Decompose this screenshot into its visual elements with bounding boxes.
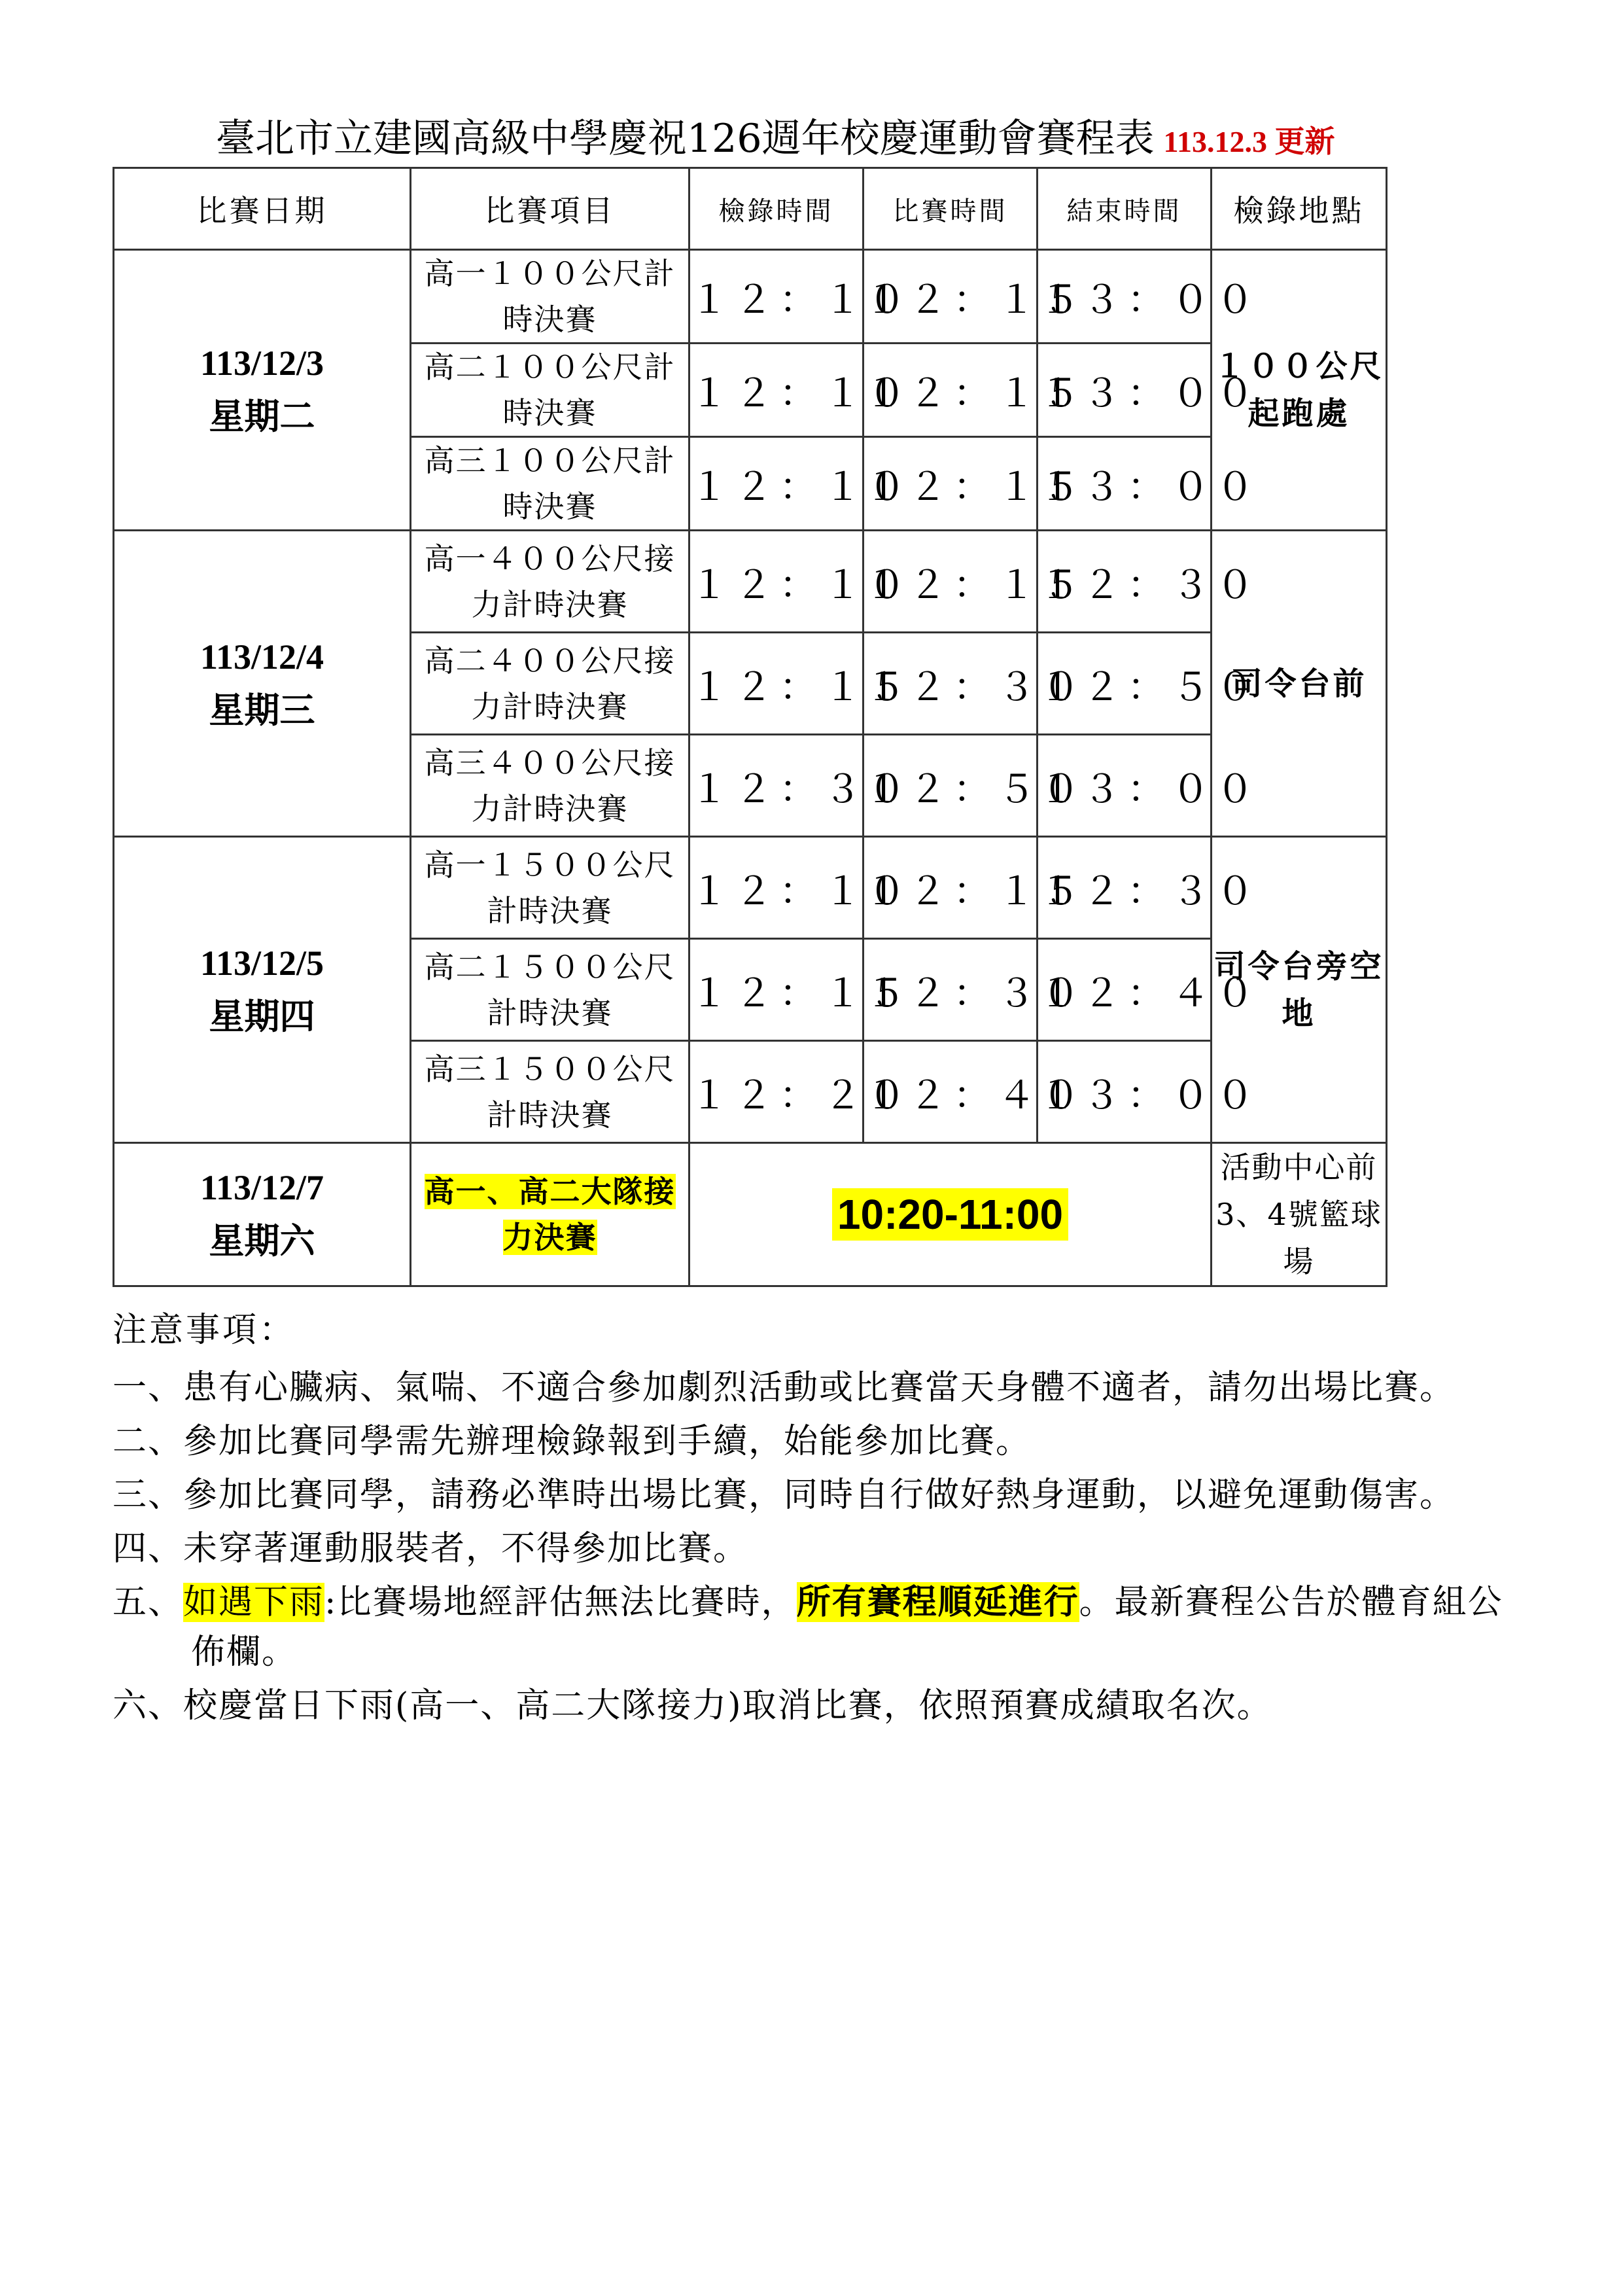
checkin-time: １２：１０	[689, 837, 864, 939]
date: 113/12/7	[200, 1168, 324, 1207]
final-time: 10:20-11:00	[832, 1188, 1068, 1241]
event-cell: 高二１５００公尺計時決賽	[411, 939, 689, 1041]
note-item: 六、校慶當日下雨(高一、高二大隊接力)取消比賽，依照預賽成績取名次。	[113, 1686, 1272, 1725]
event-cell: 高三１００公尺計時決賽	[411, 437, 689, 531]
table-row	[114, 531, 1387, 633]
event-cell: 高三１５００公尺計時決賽	[411, 1041, 689, 1143]
header-end: 結束時間	[1038, 168, 1212, 250]
date: 113/12/5	[200, 943, 324, 983]
start-time: １２：１５	[864, 344, 1038, 437]
end-time: １３：００	[1038, 1041, 1212, 1143]
header-event: 比賽項目	[411, 168, 689, 250]
start-time: １２：１５	[864, 250, 1038, 344]
checkin-time: １２：１０	[689, 344, 864, 437]
header-date: 比賽日期	[114, 168, 411, 250]
date-cell	[114, 837, 411, 1143]
event-cell: 高二４００公尺接力計時決賽	[411, 633, 689, 735]
date-cell	[114, 1143, 411, 1286]
date: 113/12/4	[200, 637, 324, 677]
location-cell: 活動中心前3、4號籃球場	[1212, 1143, 1387, 1286]
start-time: １２：１５	[864, 837, 1038, 939]
note-item: 二、參加比賽同學需先辦理檢錄報到手續，始能參加比賽。	[113, 1422, 1032, 1461]
date-cell	[114, 531, 411, 837]
weekday: 星期三	[209, 690, 315, 730]
start-time: １２：１５	[864, 437, 1038, 531]
checkin-time: １２：２０	[689, 1041, 864, 1143]
event-cell: 高一１００公尺計時決賽	[411, 250, 689, 344]
checkin-time: １２：１０	[689, 437, 864, 531]
note-prefix: 五、	[113, 1583, 184, 1622]
location-cell: 司令台旁空地	[1212, 837, 1387, 1143]
end-time: １３：００	[1038, 250, 1212, 344]
final-event-highlight: 高一、高二大隊接力決賽	[424, 1174, 676, 1255]
event-cell: 高二１００公尺計時決賽	[411, 344, 689, 437]
start-time: １２：５０	[864, 735, 1038, 837]
title-text: 臺北市立建國高級中學慶祝126週年校慶運動會賽程表	[216, 116, 1155, 162]
end-time: １３：００	[1038, 344, 1212, 437]
start-time: １２：４０	[864, 1041, 1038, 1143]
checkin-time: １２：１５	[689, 633, 864, 735]
weekday: 星期二	[209, 397, 315, 436]
event-cell: 高一４００公尺接力計時決賽	[411, 531, 689, 633]
event-cell	[411, 1143, 689, 1286]
update-note: 113.12.3 更新	[1163, 125, 1335, 158]
rain-highlight: 如遇下雨	[183, 1583, 325, 1622]
table-row	[114, 250, 1387, 344]
notes-heading: 注意事項：	[113, 1311, 296, 1350]
notes-section	[113, 1305, 1519, 1735]
date-cell	[114, 250, 411, 531]
schedule-table	[113, 167, 1387, 1287]
end-time: １２：３０	[1038, 837, 1212, 939]
note-item: 一、患有心臟病、氣喘、不適合參加劇烈活動或比賽當天身體不適者，請勿出場比賽。	[113, 1368, 1456, 1407]
header-checkin: 檢錄時間	[689, 168, 864, 250]
location-cell: 司令台前	[1212, 531, 1387, 837]
checkin-time: １２：１５	[689, 939, 864, 1041]
checkin-time: １２：１０	[689, 531, 864, 633]
final-time-cell	[689, 1143, 1212, 1286]
end-time: １３：００	[1038, 735, 1212, 837]
header-start: 比賽時間	[864, 168, 1038, 250]
end-time: １３：００	[1038, 437, 1212, 531]
checkin-time: １２：１０	[689, 250, 864, 344]
end-time: １２：３０	[1038, 531, 1212, 633]
note-item	[113, 1578, 1519, 1677]
weekday: 星期六	[209, 1222, 315, 1261]
weekday: 星期四	[209, 997, 315, 1036]
start-time: １２：３０	[864, 633, 1038, 735]
end-time: １２：５０	[1038, 633, 1212, 735]
header-location: 檢錄地點	[1212, 168, 1387, 250]
end-time: １２：４０	[1038, 939, 1212, 1041]
event-cell: 高一１５００公尺計時決賽	[411, 837, 689, 939]
note-middle: :比賽場地經評估無法比賽時，	[324, 1583, 797, 1622]
table-row-final	[114, 1143, 1387, 1286]
table-row	[114, 837, 1387, 939]
note-item: 四、未穿著運動服裝者，不得參加比賽。	[113, 1529, 749, 1568]
start-time: １２：１５	[864, 531, 1038, 633]
note-suffix: 。最新賽程公告於體育組公佈欄。	[191, 1583, 1503, 1672]
note-item: 三、參加比賽同學，請務必準時出場比賽，同時自行做好熱身運動，以避免運動傷害。	[113, 1475, 1456, 1515]
page-title	[216, 113, 1524, 165]
postpone-highlight: 所有賽程順延進行	[796, 1582, 1079, 1622]
start-time: １２：３０	[864, 939, 1038, 1041]
header-row	[114, 168, 1387, 250]
date: 113/12/3	[200, 344, 324, 383]
location-cell: １００公尺起跑處	[1212, 250, 1387, 531]
event-cell: 高三４００公尺接力計時決賽	[411, 735, 689, 837]
checkin-time: １２：３０	[689, 735, 864, 837]
